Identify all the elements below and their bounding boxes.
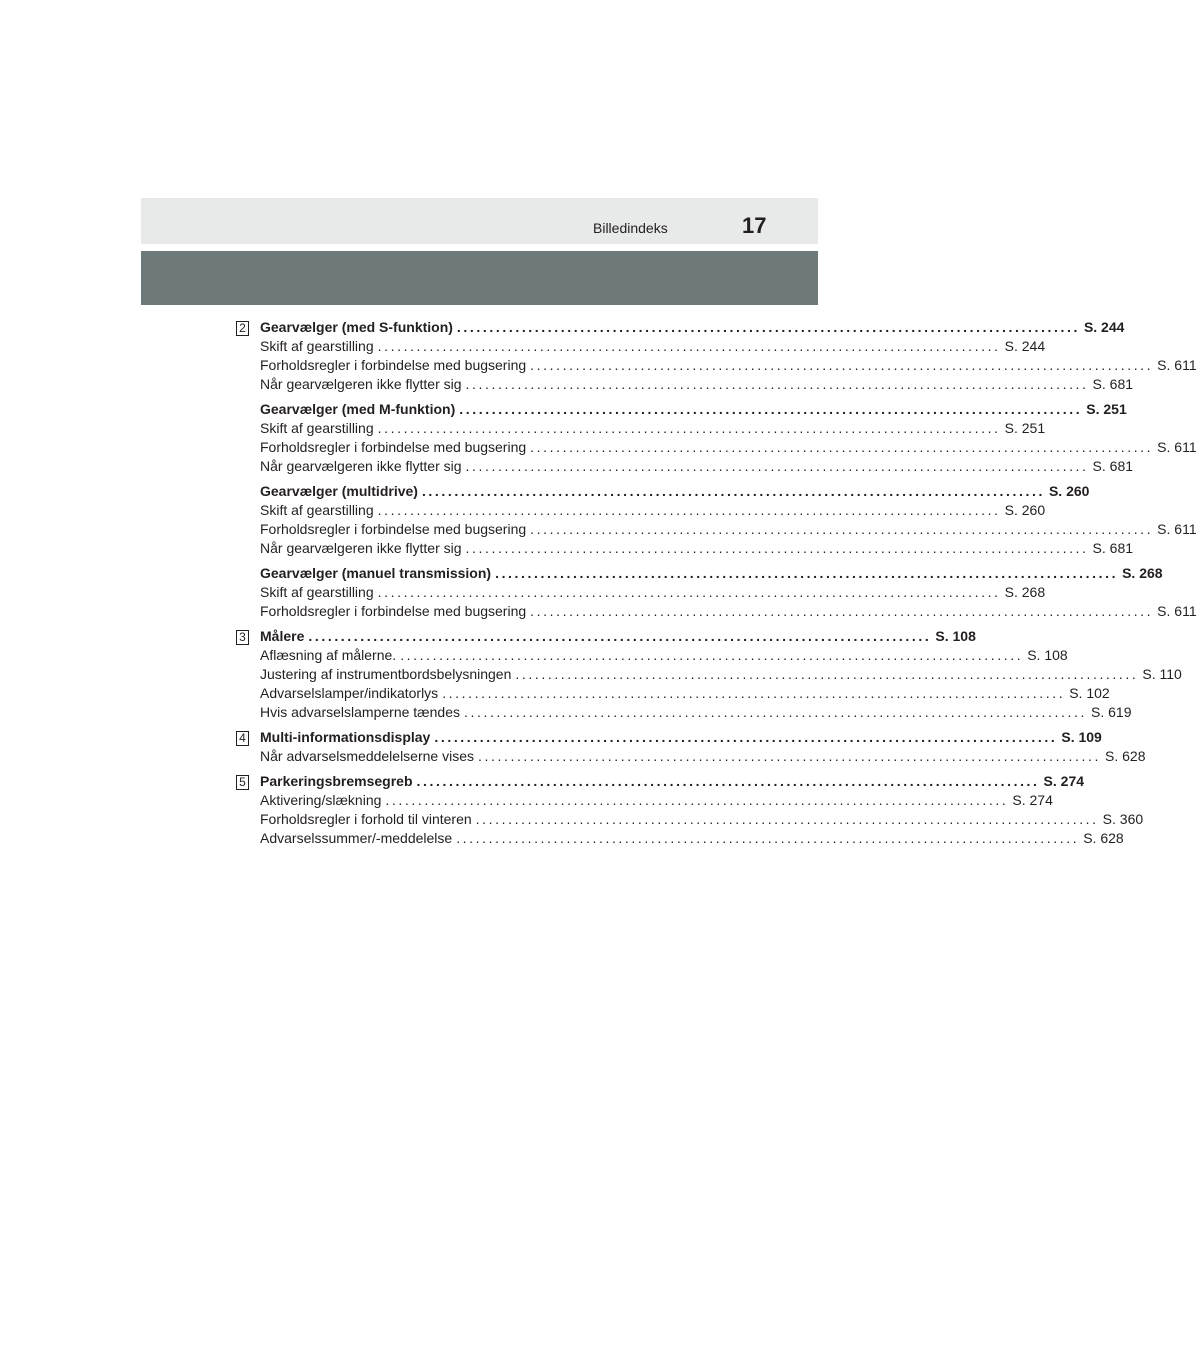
index-item-page: S. 619	[1091, 704, 1132, 720]
section-number-marker: 4	[236, 731, 249, 746]
dot-leader: ................................................................................................	[465, 540, 1089, 556]
index-item-page: S. 611	[1157, 521, 1197, 537]
index-item-page: S. 360	[1102, 811, 1144, 827]
index-item[interactable]	[260, 583, 1046, 602]
dot-leader: ................................................................................................	[416, 773, 1040, 789]
index-heading-page: S. 260	[1048, 483, 1090, 499]
index-item-label: Når advarselsmeddelelserne vises	[260, 748, 474, 764]
index-item-label: Når gearvælgeren ikke flytter sig	[260, 376, 462, 392]
index-heading-page: S. 274	[1043, 773, 1085, 789]
page-header-title: Billedindeks	[593, 220, 668, 236]
index-item-label: Forholdsregler i forhold til vinteren	[260, 811, 472, 827]
index-heading-label: Gearvælger (manuel transmission)	[260, 565, 492, 581]
index-item[interactable]	[260, 602, 1197, 621]
index-heading[interactable]	[260, 482, 1090, 501]
index-item-label: Advarselslamper/indikatorlys	[260, 685, 439, 701]
index-item-page: S. 681	[1092, 458, 1134, 474]
index-item-page: S. 110	[1142, 666, 1182, 682]
index-item[interactable]	[260, 457, 1134, 476]
section-number-marker: 2	[236, 321, 249, 336]
dot-leader: ................................................................................................	[475, 811, 1099, 827]
index-item[interactable]	[260, 356, 1197, 375]
page-number: 17	[742, 213, 767, 238]
index-item[interactable]	[260, 829, 1124, 848]
index-item-label: Justering af instrumentbordsbelysningen	[260, 666, 512, 682]
index-item-label: Aktivering/slækning	[260, 792, 382, 808]
index-item-page: S. 628	[1105, 748, 1146, 764]
index-item[interactable]	[260, 747, 1146, 766]
dot-leader: ................................................................................................	[465, 376, 1089, 392]
index-item[interactable]	[260, 419, 1046, 438]
index-heading-page: S. 251	[1086, 401, 1127, 417]
index-group	[236, 564, 1197, 621]
index-section-5	[236, 772, 1144, 848]
dot-leader: ................................................................................................	[530, 439, 1154, 455]
index-heading[interactable]	[260, 627, 976, 646]
index-item-page: S. 611	[1157, 603, 1197, 619]
index-item[interactable]	[260, 684, 1110, 703]
index-heading-label: Gearvælger (med M-funktion)	[260, 401, 456, 417]
dot-leader: ................................................................................................	[434, 729, 1058, 745]
index-group	[236, 400, 1197, 476]
index-heading[interactable]	[260, 564, 1163, 583]
dot-leader: ................................................................................................	[377, 502, 1001, 518]
index-item-page: S. 681	[1092, 540, 1134, 556]
dot-leader: ................................................................................................	[495, 565, 1119, 581]
index-item[interactable]	[260, 375, 1134, 394]
index-item-page: S. 244	[1004, 338, 1046, 354]
index-item-page: S. 108	[1027, 647, 1068, 663]
index-item-label: Forholdsregler i forbindelse med bugsering	[260, 439, 527, 455]
index-item-label: Når gearvælgeren ikke flytter sig	[260, 540, 462, 556]
index-heading-label: Parkeringsbremsegreb	[260, 773, 413, 789]
dot-leader: ................................................................................................	[456, 830, 1080, 846]
index-item-label: Forholdsregler i forbindelse med bugsering	[260, 357, 527, 373]
dot-leader: ................................................................................................	[515, 666, 1139, 682]
dot-leader: ................................................................................................	[377, 420, 1001, 436]
index-heading-label: Multi-informationsdisplay	[260, 729, 431, 745]
index-item-page: S. 251	[1004, 420, 1046, 436]
index-item-page: S. 611	[1157, 357, 1197, 373]
index-item-label: Skift af gearstilling	[260, 584, 374, 600]
index-item-label: Skift af gearstilling	[260, 420, 374, 436]
header-bar	[141, 198, 818, 244]
index-section-4	[236, 728, 1146, 766]
index-item[interactable]	[260, 791, 1053, 810]
section-number-marker: 3	[236, 630, 249, 645]
index-item-page: S. 274	[1012, 792, 1053, 808]
dot-leader: ................................................................................................	[530, 357, 1154, 373]
dot-leader: ................................................................................................	[377, 584, 1001, 600]
index-heading[interactable]	[260, 772, 1085, 791]
dot-leader: ................................................................................................	[377, 338, 1001, 354]
dot-leader: ................................................................................................	[442, 685, 1066, 701]
index-item-page: S. 268	[1004, 584, 1046, 600]
index-section-2	[236, 318, 1197, 394]
index-item[interactable]	[260, 520, 1197, 539]
index-item-page: S. 102	[1069, 685, 1110, 701]
index-item-page: S. 628	[1083, 830, 1124, 846]
index-heading[interactable]	[260, 400, 1127, 419]
index-heading-page: S. 244	[1083, 319, 1125, 335]
dot-leader: ................................................................................................	[456, 319, 1080, 335]
dot-leader: ................................................................................................	[400, 647, 1024, 663]
index-item-label: Skift af gearstilling	[260, 502, 374, 518]
dot-leader: ................................................................................................	[530, 521, 1154, 537]
dot-leader: ................................................................................................	[459, 401, 1083, 417]
index-item[interactable]	[260, 665, 1182, 684]
dot-leader: ................................................................................................	[463, 704, 1087, 720]
index-item[interactable]	[260, 501, 1046, 520]
index-heading-page: S. 108	[935, 628, 976, 644]
dot-leader: ................................................................................................	[385, 792, 1009, 808]
index-item[interactable]	[260, 539, 1134, 558]
index-item-label: Hvis advarselslamperne tændes	[260, 704, 460, 720]
index-item[interactable]	[260, 703, 1132, 722]
index-heading[interactable]	[260, 728, 1102, 747]
index-item[interactable]	[260, 646, 1068, 665]
index-item-label: Aflæsning af målerne.	[260, 647, 397, 663]
index-item-label: Advarselssummer/-meddelelse	[260, 830, 453, 846]
index-section-3	[236, 627, 1182, 722]
index-heading-label: Målere	[260, 628, 305, 644]
index-heading-label: Gearvælger (med S-funktion)	[260, 319, 453, 335]
index-item[interactable]	[260, 438, 1197, 457]
dot-leader: ................................................................................................	[465, 458, 1089, 474]
index-item-page: S. 611	[1157, 439, 1197, 455]
index-item-label: Når gearvælgeren ikke flytter sig	[260, 458, 462, 474]
index-item-page: S. 260	[1004, 502, 1046, 518]
index-item[interactable]	[260, 337, 1046, 356]
dot-leader: ................................................................................................	[308, 628, 932, 644]
index-group	[236, 482, 1197, 558]
index-item-label: Forholdsregler i forbindelse med bugsering	[260, 603, 527, 619]
index-heading-page: S. 268	[1122, 565, 1163, 581]
index-item-label: Forholdsregler i forbindelse med bugsering	[260, 521, 527, 537]
index-item-page: S. 681	[1092, 376, 1134, 392]
index-heading-page: S. 109	[1061, 729, 1102, 745]
dot-leader: ................................................................................................	[478, 748, 1102, 764]
dot-leader: ................................................................................................	[530, 603, 1154, 619]
section-band	[141, 251, 818, 305]
index-heading-label: Gearvælger (multidrive)	[260, 483, 418, 499]
index-heading[interactable]	[260, 318, 1125, 337]
section-number-marker: 5	[236, 775, 249, 790]
index-item[interactable]	[260, 810, 1144, 829]
index-content	[236, 318, 1197, 848]
dot-leader: ................................................................................................	[421, 483, 1045, 499]
index-item-label: Skift af gearstilling	[260, 338, 374, 354]
